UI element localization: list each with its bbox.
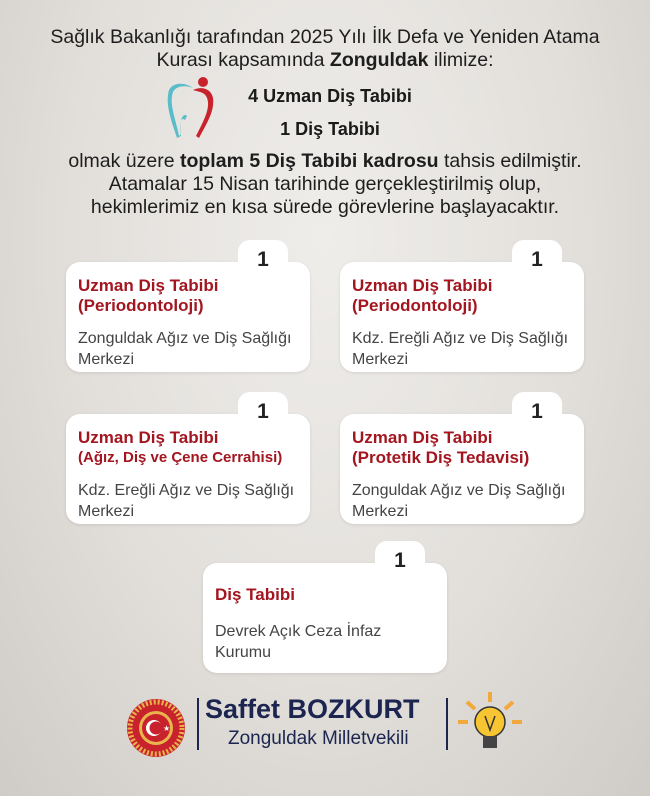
card-location: Kdz. Ereğli Ağız ve Diş Sağlığı Merkezi (78, 482, 295, 520)
card-specialty: (Protetik Diş Tedavisi) (352, 448, 530, 467)
intro-text (0, 26, 650, 72)
card-specialty: (Periodontoloji) (352, 296, 478, 315)
card-location: Kdz. Ereğli Ağız ve Diş Sağlığı Merkezi (352, 330, 569, 368)
svg-text:★: ★ (163, 724, 171, 733)
mp-name: Saffet BOZKURT (205, 694, 420, 724)
intro-line1: Sağlık Bakanlığı tarafından 2025 Yılı İlk Defa ve Yeniden Atama (50, 26, 600, 48)
card-location: Zonguldak Ağız ve Diş Sağlığı Merkezi (78, 330, 292, 368)
count-badge: 1 (238, 392, 288, 436)
card-location: Devrek Açık Ceza İnfaz Kurumu (215, 623, 382, 661)
card-specialty: (Ağız, Diş ve Çene Cerrahisi) (78, 449, 283, 466)
intro-line2-pre: Kurası kapsamında (156, 49, 330, 71)
body-pre: olmak üzere (68, 150, 180, 172)
card-title: Uzman Diş Tabibi (352, 428, 493, 447)
card-title: Diş Tabibi (215, 585, 295, 604)
count-badge: 1 (238, 240, 288, 284)
card-specialty: (Periodontoloji) (78, 296, 204, 315)
divider (446, 698, 448, 750)
lightbulb-logo-icon (455, 690, 525, 760)
position-card (66, 248, 310, 372)
position-card (340, 400, 584, 524)
specialist-count: 4 Uzman Diş Tabibi (248, 86, 412, 106)
body-post: tahsis edilmiştir. (438, 150, 582, 172)
body-bold: toplam 5 Diş Tabibi kadrosu (179, 150, 439, 172)
body-line2: Atamalar 15 Nisan tarihinde gerçekleştirilmiş olup, (108, 173, 542, 195)
card-title: Uzman Diş Tabibi (352, 276, 493, 295)
divider (197, 698, 199, 750)
body-line1 (0, 150, 650, 173)
intro-line2 (0, 49, 650, 72)
position-card (340, 248, 584, 372)
body-line3: hekimlerimiz en kısa sürede görevlerine başlayacaktır. (90, 196, 560, 218)
count-badge: 1 (512, 240, 562, 284)
intro-line2-post: ilimize: (428, 49, 494, 71)
dentist-count: 1 Diş Tabibi (280, 119, 380, 139)
position-card (203, 549, 447, 673)
mp-title: Zonguldak Milletvekili (228, 728, 409, 749)
footer (0, 688, 650, 768)
count-badge: 1 (512, 392, 562, 436)
parliament-seal-icon (126, 698, 186, 758)
card-title: Uzman Diş Tabibi (78, 428, 219, 447)
body-text (0, 150, 650, 219)
card-location: Zonguldak Ağız ve Diş Sağlığı Merkezi (352, 482, 566, 520)
position-card (66, 400, 310, 524)
province-name: Zonguldak (329, 49, 429, 71)
count-badge: 1 (375, 541, 425, 585)
card-title: Uzman Diş Tabibi (78, 276, 219, 295)
